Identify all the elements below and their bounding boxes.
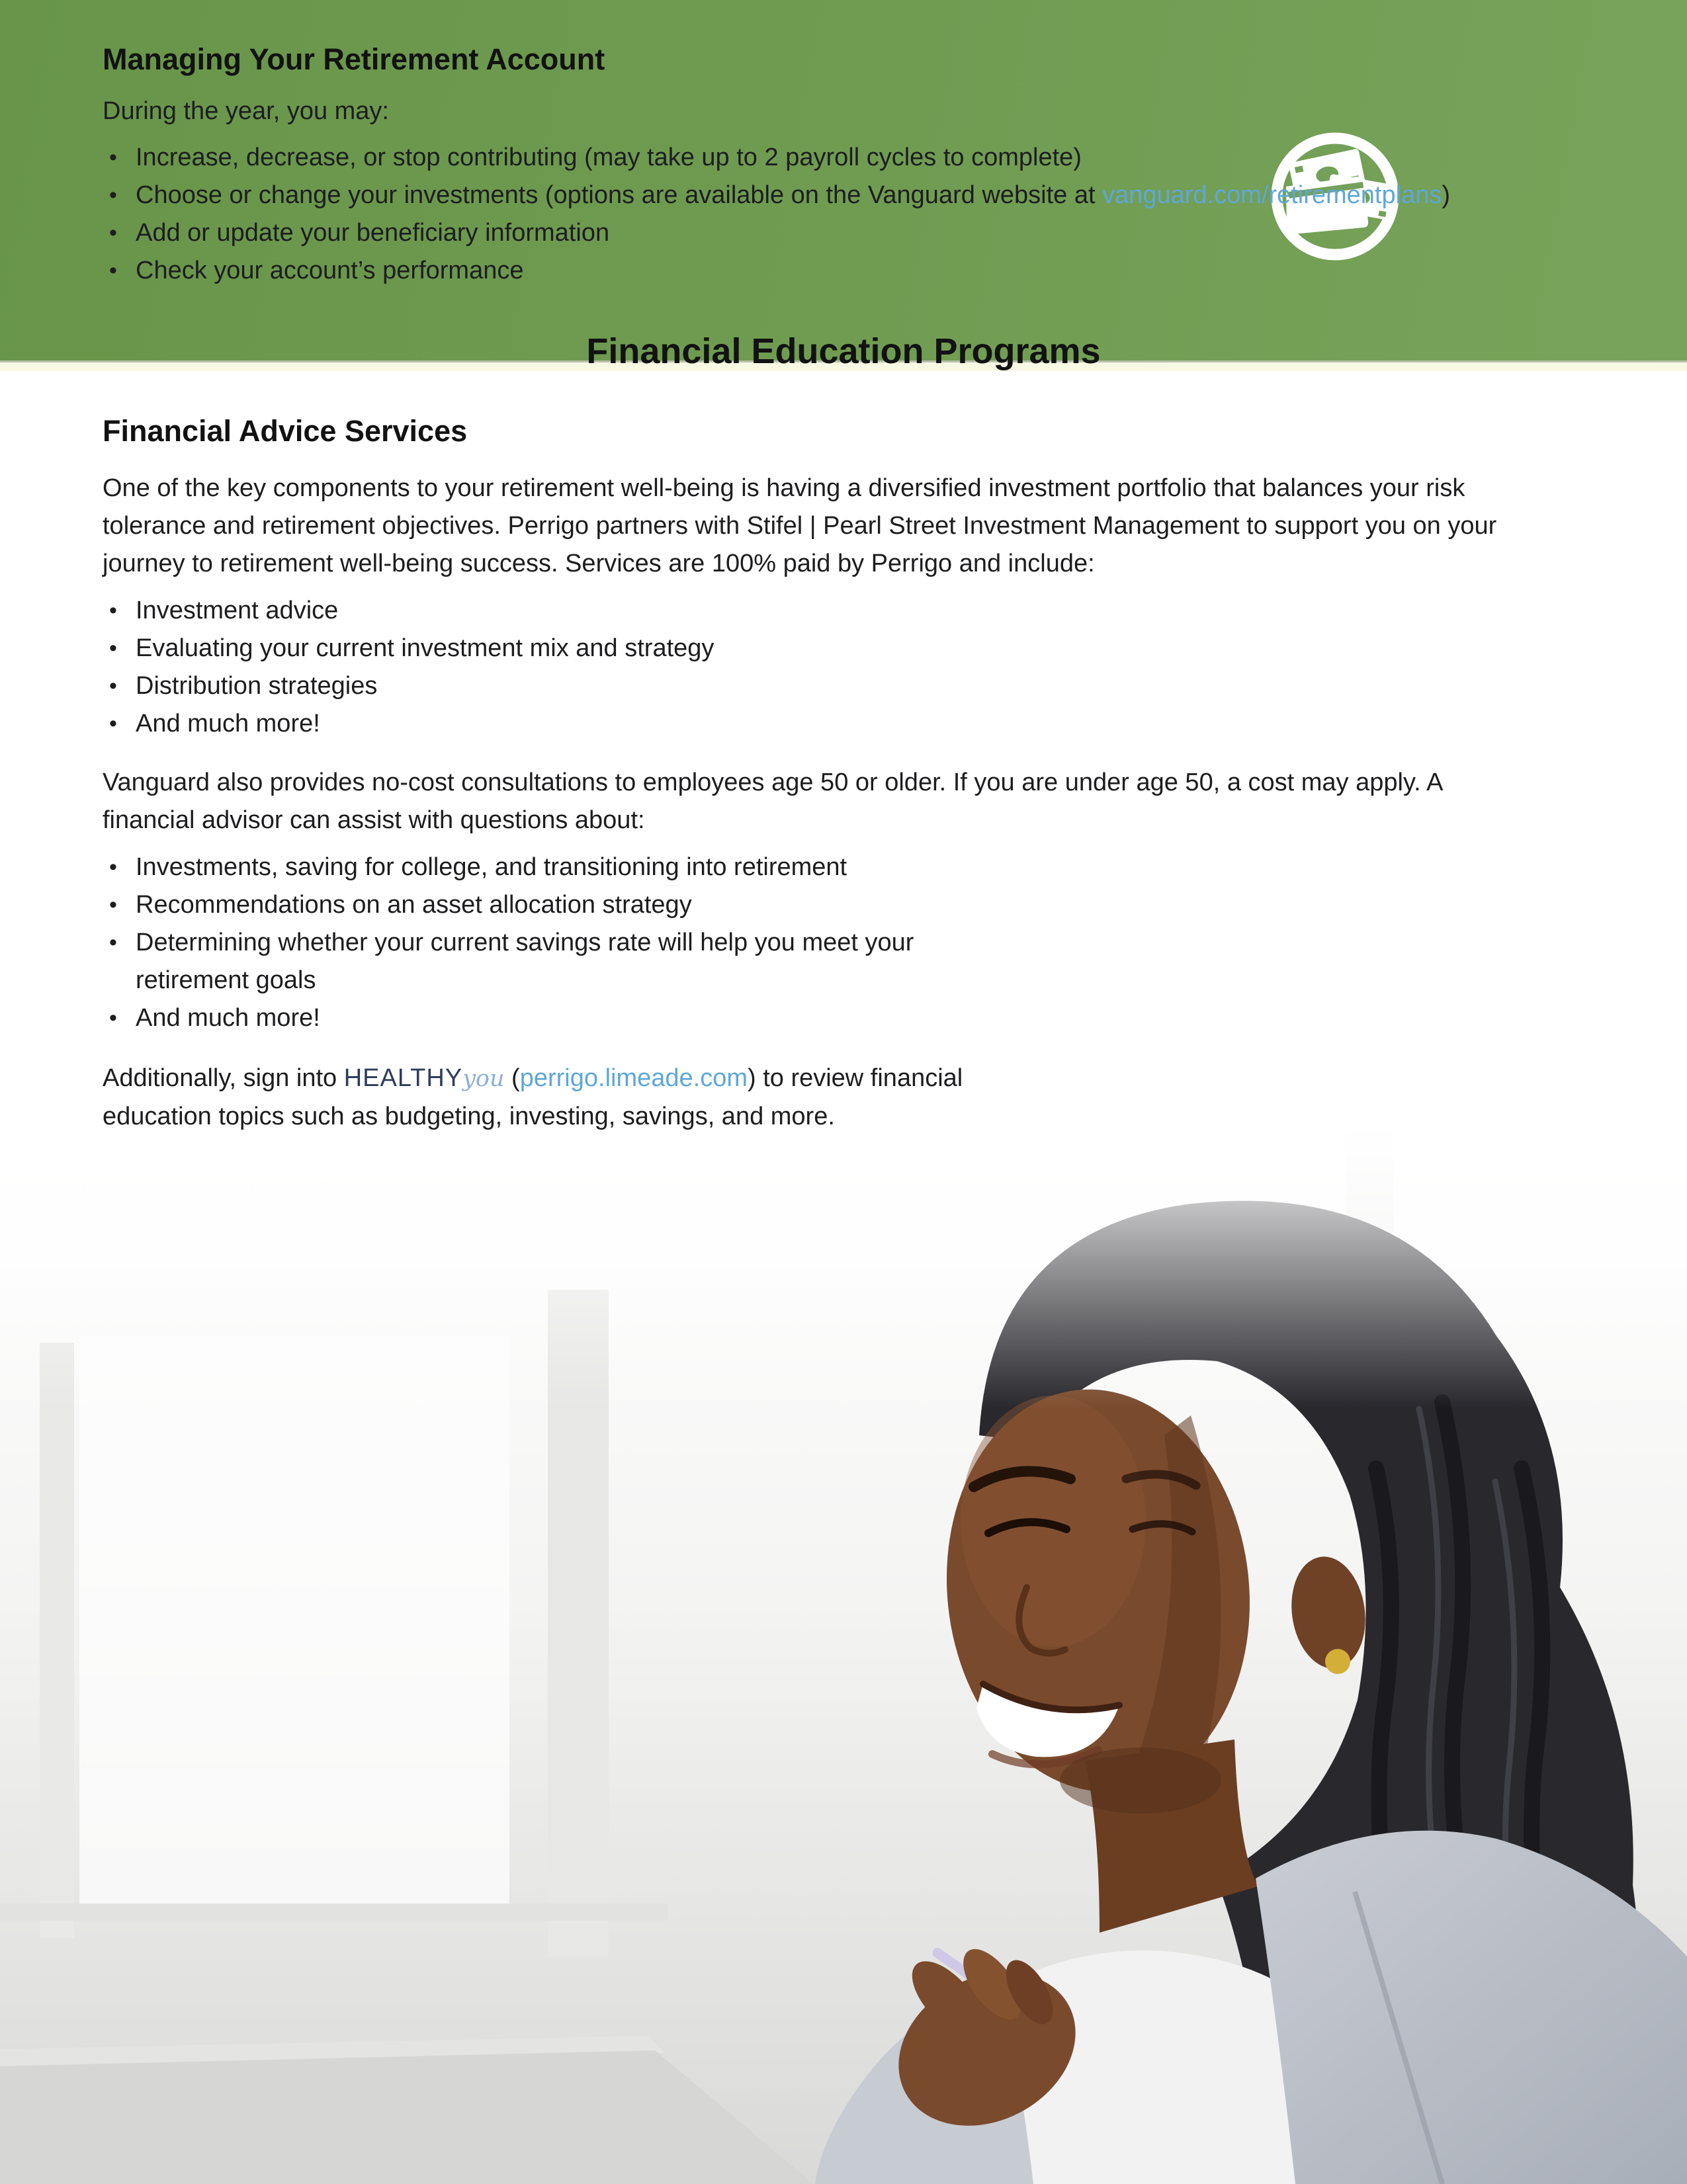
healthyyou-brand-script: you bbox=[462, 1066, 505, 1092]
bullet-text: And much more! bbox=[136, 710, 320, 737]
list-item bbox=[103, 177, 1584, 214]
advice-paragraph-2: Vanguard also provides no-cost consultations to employees age 50 or older. If you are under age 50, a cost may apply. A financial advisor can assist with questions about: bbox=[103, 769, 1442, 834]
additional-post: ) to review financial education topics such as budgeting, investing, savings, and more. bbox=[103, 1064, 963, 1130]
list-item bbox=[103, 592, 1584, 630]
advice-paragraph-1: One of the key components to your retirement well-being is having a diversified investment portfolio that balances your risk tolerance and retirement objectives. Perrigo partners with Stifel | Pearl Street Investment Management to support you on your journey to retirement well-being success. Services are 100% paid by Perrigo and include: bbox=[103, 474, 1497, 577]
bullet-text: Investment advice bbox=[136, 597, 339, 624]
managing-heading: Managing Your Retirement Account bbox=[103, 42, 605, 76]
list-item bbox=[103, 849, 1584, 886]
list-item bbox=[103, 705, 1584, 743]
bullet-text: ) bbox=[1442, 181, 1450, 209]
bullet-text: Recommendations on an asset allocation strategy bbox=[136, 891, 692, 919]
open-paren: ( bbox=[504, 1064, 520, 1092]
photo-smiling-woman bbox=[0, 1124, 1687, 2184]
financial-advice-heading: Financial Advice Services bbox=[103, 414, 468, 448]
vanguard-link[interactable]: vanguard.com/retirementplans bbox=[1102, 181, 1442, 209]
additional-paragraph bbox=[103, 1060, 969, 1136]
list-item bbox=[103, 924, 982, 999]
bullet-text: Evaluating your current investment mix and strategy bbox=[136, 634, 714, 662]
bullet-text: Increase, decrease, or stop contributing (may take up to 2 payroll cycles to complete) bbox=[136, 144, 1082, 171]
list-item bbox=[103, 139, 1584, 177]
list-item bbox=[103, 667, 1584, 705]
healthyyou-brand: HEALTHY bbox=[343, 1064, 463, 1092]
managing-intro: During the year, you may: bbox=[103, 97, 389, 125]
list-item bbox=[103, 630, 1584, 667]
list-item bbox=[103, 999, 1584, 1037]
services-bullet-list bbox=[103, 592, 1584, 743]
additional-pre: Additionally, sign into bbox=[103, 1064, 344, 1092]
limeade-link[interactable]: perrigo.limeade.com bbox=[519, 1064, 748, 1092]
bullet-text: Add or update your beneficiary information bbox=[136, 219, 610, 247]
bullet-text: And much more! bbox=[136, 1004, 320, 1032]
bullet-text: Distribution strategies bbox=[136, 672, 378, 700]
consultation-bullet-list bbox=[103, 849, 1584, 1037]
bullet-text: Determining whether your current savings rate will help you meet your retirement goals bbox=[136, 929, 914, 994]
bullet-text: Choose or change your investments (options are available on the Vanguard website at bbox=[136, 181, 1103, 209]
page-content bbox=[0, 42, 1687, 1136]
financial-education-heading: Financial Education Programs bbox=[586, 331, 1101, 371]
list-item bbox=[103, 252, 1584, 290]
managing-bullet-list bbox=[103, 139, 1584, 290]
bullet-text: Check your account’s performance bbox=[136, 257, 524, 284]
bullet-text: Investments, saving for college, and transitioning into retirement bbox=[136, 853, 847, 881]
list-item bbox=[103, 886, 1584, 924]
list-item bbox=[103, 214, 1584, 252]
